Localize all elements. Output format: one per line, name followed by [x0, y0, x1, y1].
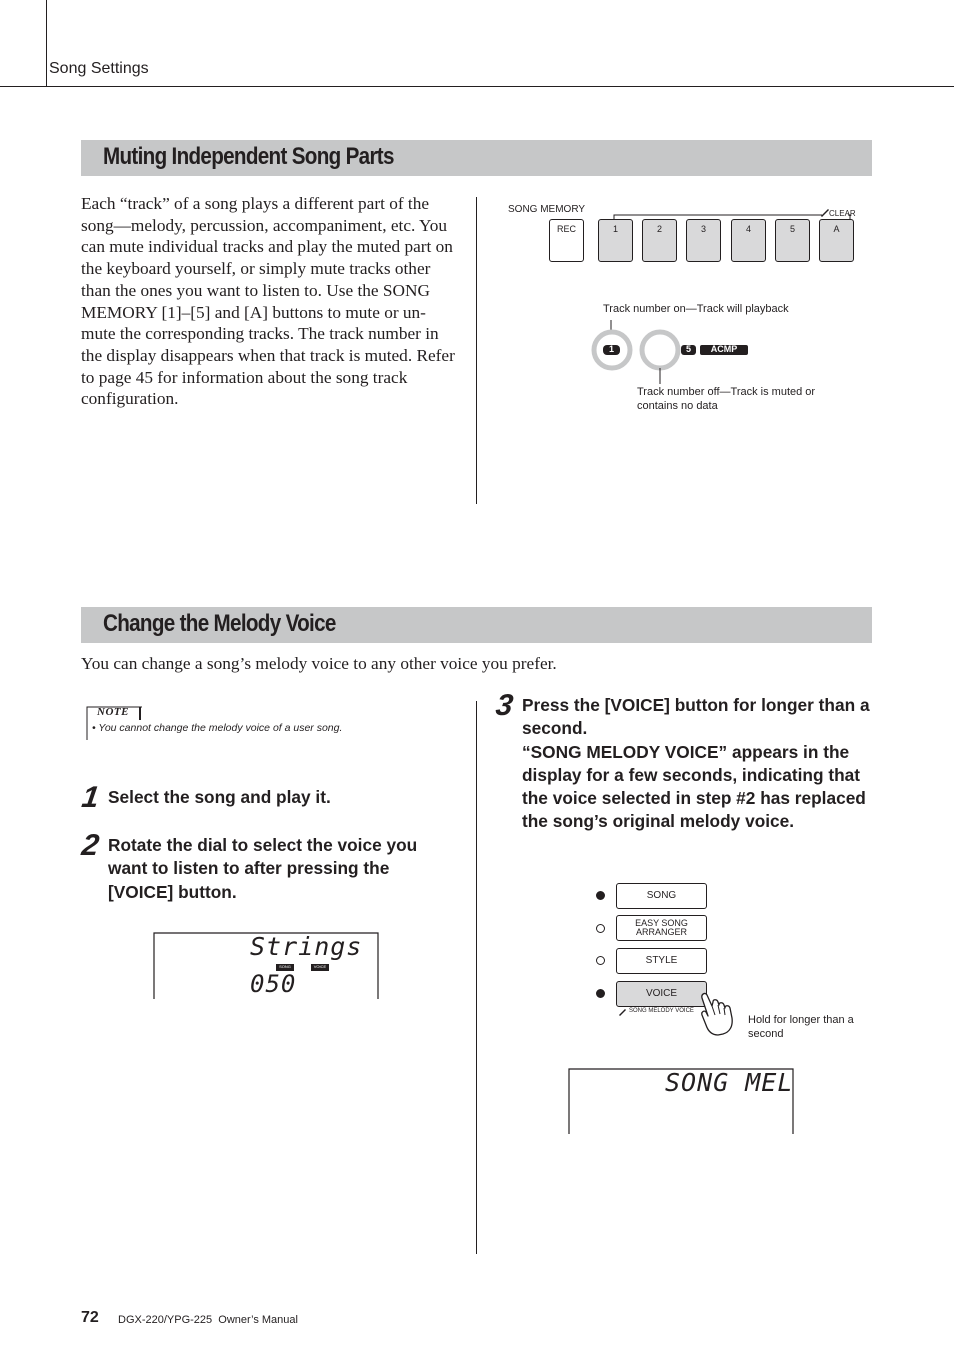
- column-divider-top: [476, 197, 477, 504]
- clear-label: CLEAR: [829, 209, 856, 218]
- callout-track-on: Track number on—Track will playback: [603, 303, 789, 315]
- column-divider-bottom: [476, 701, 477, 1254]
- hold-callout: Hold for longer than a second: [748, 1014, 854, 1040]
- style-button[interactable]: STYLE: [616, 948, 707, 974]
- step-1-number: 1: [79, 781, 102, 814]
- header-left-rule: [46, 0, 47, 87]
- step-2-text: Rotate the dial to select the voice you want to listen to after pressing the [VOICE] button.: [108, 835, 418, 902]
- melody-intro-text: You can change a song’s melody voice to any other voice you prefer.: [81, 654, 557, 673]
- voice-sub-label: SONG MELODY VOICE: [629, 1008, 694, 1014]
- note-text: • You cannot change the melody voice of a user song.: [92, 722, 343, 734]
- section-bar-melody: [81, 607, 872, 643]
- section-bar-muting: [81, 140, 872, 176]
- song-memory-a-button[interactable]: A: [819, 219, 854, 262]
- track-1-indicator: 1: [608, 344, 614, 354]
- hand-press-icon: [696, 988, 738, 1038]
- acmp-indicator: ACMP: [710, 344, 738, 354]
- lcd1-line1: Strings: [250, 932, 363, 961]
- track-5-indicator: 5: [685, 344, 691, 354]
- lcd1-line2: 050: [250, 970, 297, 998]
- song-memory-5-button[interactable]: 5: [775, 219, 810, 262]
- song-memory-label: SONG MEMORY: [508, 204, 586, 215]
- voice-button[interactable]: VOICE: [616, 981, 707, 1007]
- muting-body-text: Each “track” of a song plays a different part of the song—melody, percussion, accompaniment, etc. You can mute individual tracks and play the muted part on the keyboard yourself, or simply mute tracks other than the ones you want to listen to. Use the SONG MEMORY [1]–[5] and [A] buttons to mute or un-mute the corresponding tracks. The track number in the display disappears when that track is muted. Refer to page 45 for information about the song track configuration.: [81, 194, 455, 409]
- step-3-number: 3: [493, 689, 516, 722]
- callout-track-off: Track number off—Track is muted or contains no data: [637, 386, 816, 412]
- lcd1-song-indicator: SONG: [279, 964, 291, 969]
- manual-title: DGX-220/YPG-225 Owner’s Manual: [118, 1314, 298, 1326]
- step-2-number: 2: [79, 829, 102, 862]
- note-label: NOTE: [97, 706, 129, 718]
- header-rule: [0, 86, 954, 87]
- step-1-text: Select the song and play it.: [108, 787, 331, 807]
- step-3-text: Press the [VOICE] button for longer than a second. “SONG MELODY VOICE” appears in the display for a few seconds, indicating that the voice selected in step #2 has replaced the song’s original melody voice.: [522, 695, 870, 832]
- easy-song-arranger-button[interactable]: EASY SONG ARRANGER: [616, 915, 707, 941]
- song-melody-voice-icon: [618, 1008, 628, 1016]
- section-title-melody: Change the Melody Voice: [103, 610, 336, 637]
- lcd1-voice-indicator: VOICE: [313, 964, 327, 969]
- voice-lamp: [596, 989, 605, 998]
- song-memory-1-button[interactable]: 1: [598, 219, 633, 262]
- header-section-title: Song Settings: [49, 60, 149, 77]
- page-number: 72: [81, 1309, 99, 1326]
- song-button[interactable]: SONG: [616, 883, 707, 909]
- style-lamp: [596, 956, 605, 965]
- song-lamp: [596, 891, 605, 900]
- song-memory-4-button[interactable]: 4: [731, 219, 766, 262]
- song-memory-2-button[interactable]: 2: [642, 219, 677, 262]
- easy-song-arranger-lamp: [596, 924, 605, 933]
- lcd2-line1: SONG MEL: [665, 1068, 794, 1097]
- section-title-muting: Muting Independent Song Parts: [103, 143, 394, 170]
- song-memory-rec-button[interactable]: REC: [549, 219, 584, 262]
- song-memory-3-button[interactable]: 3: [686, 219, 721, 262]
